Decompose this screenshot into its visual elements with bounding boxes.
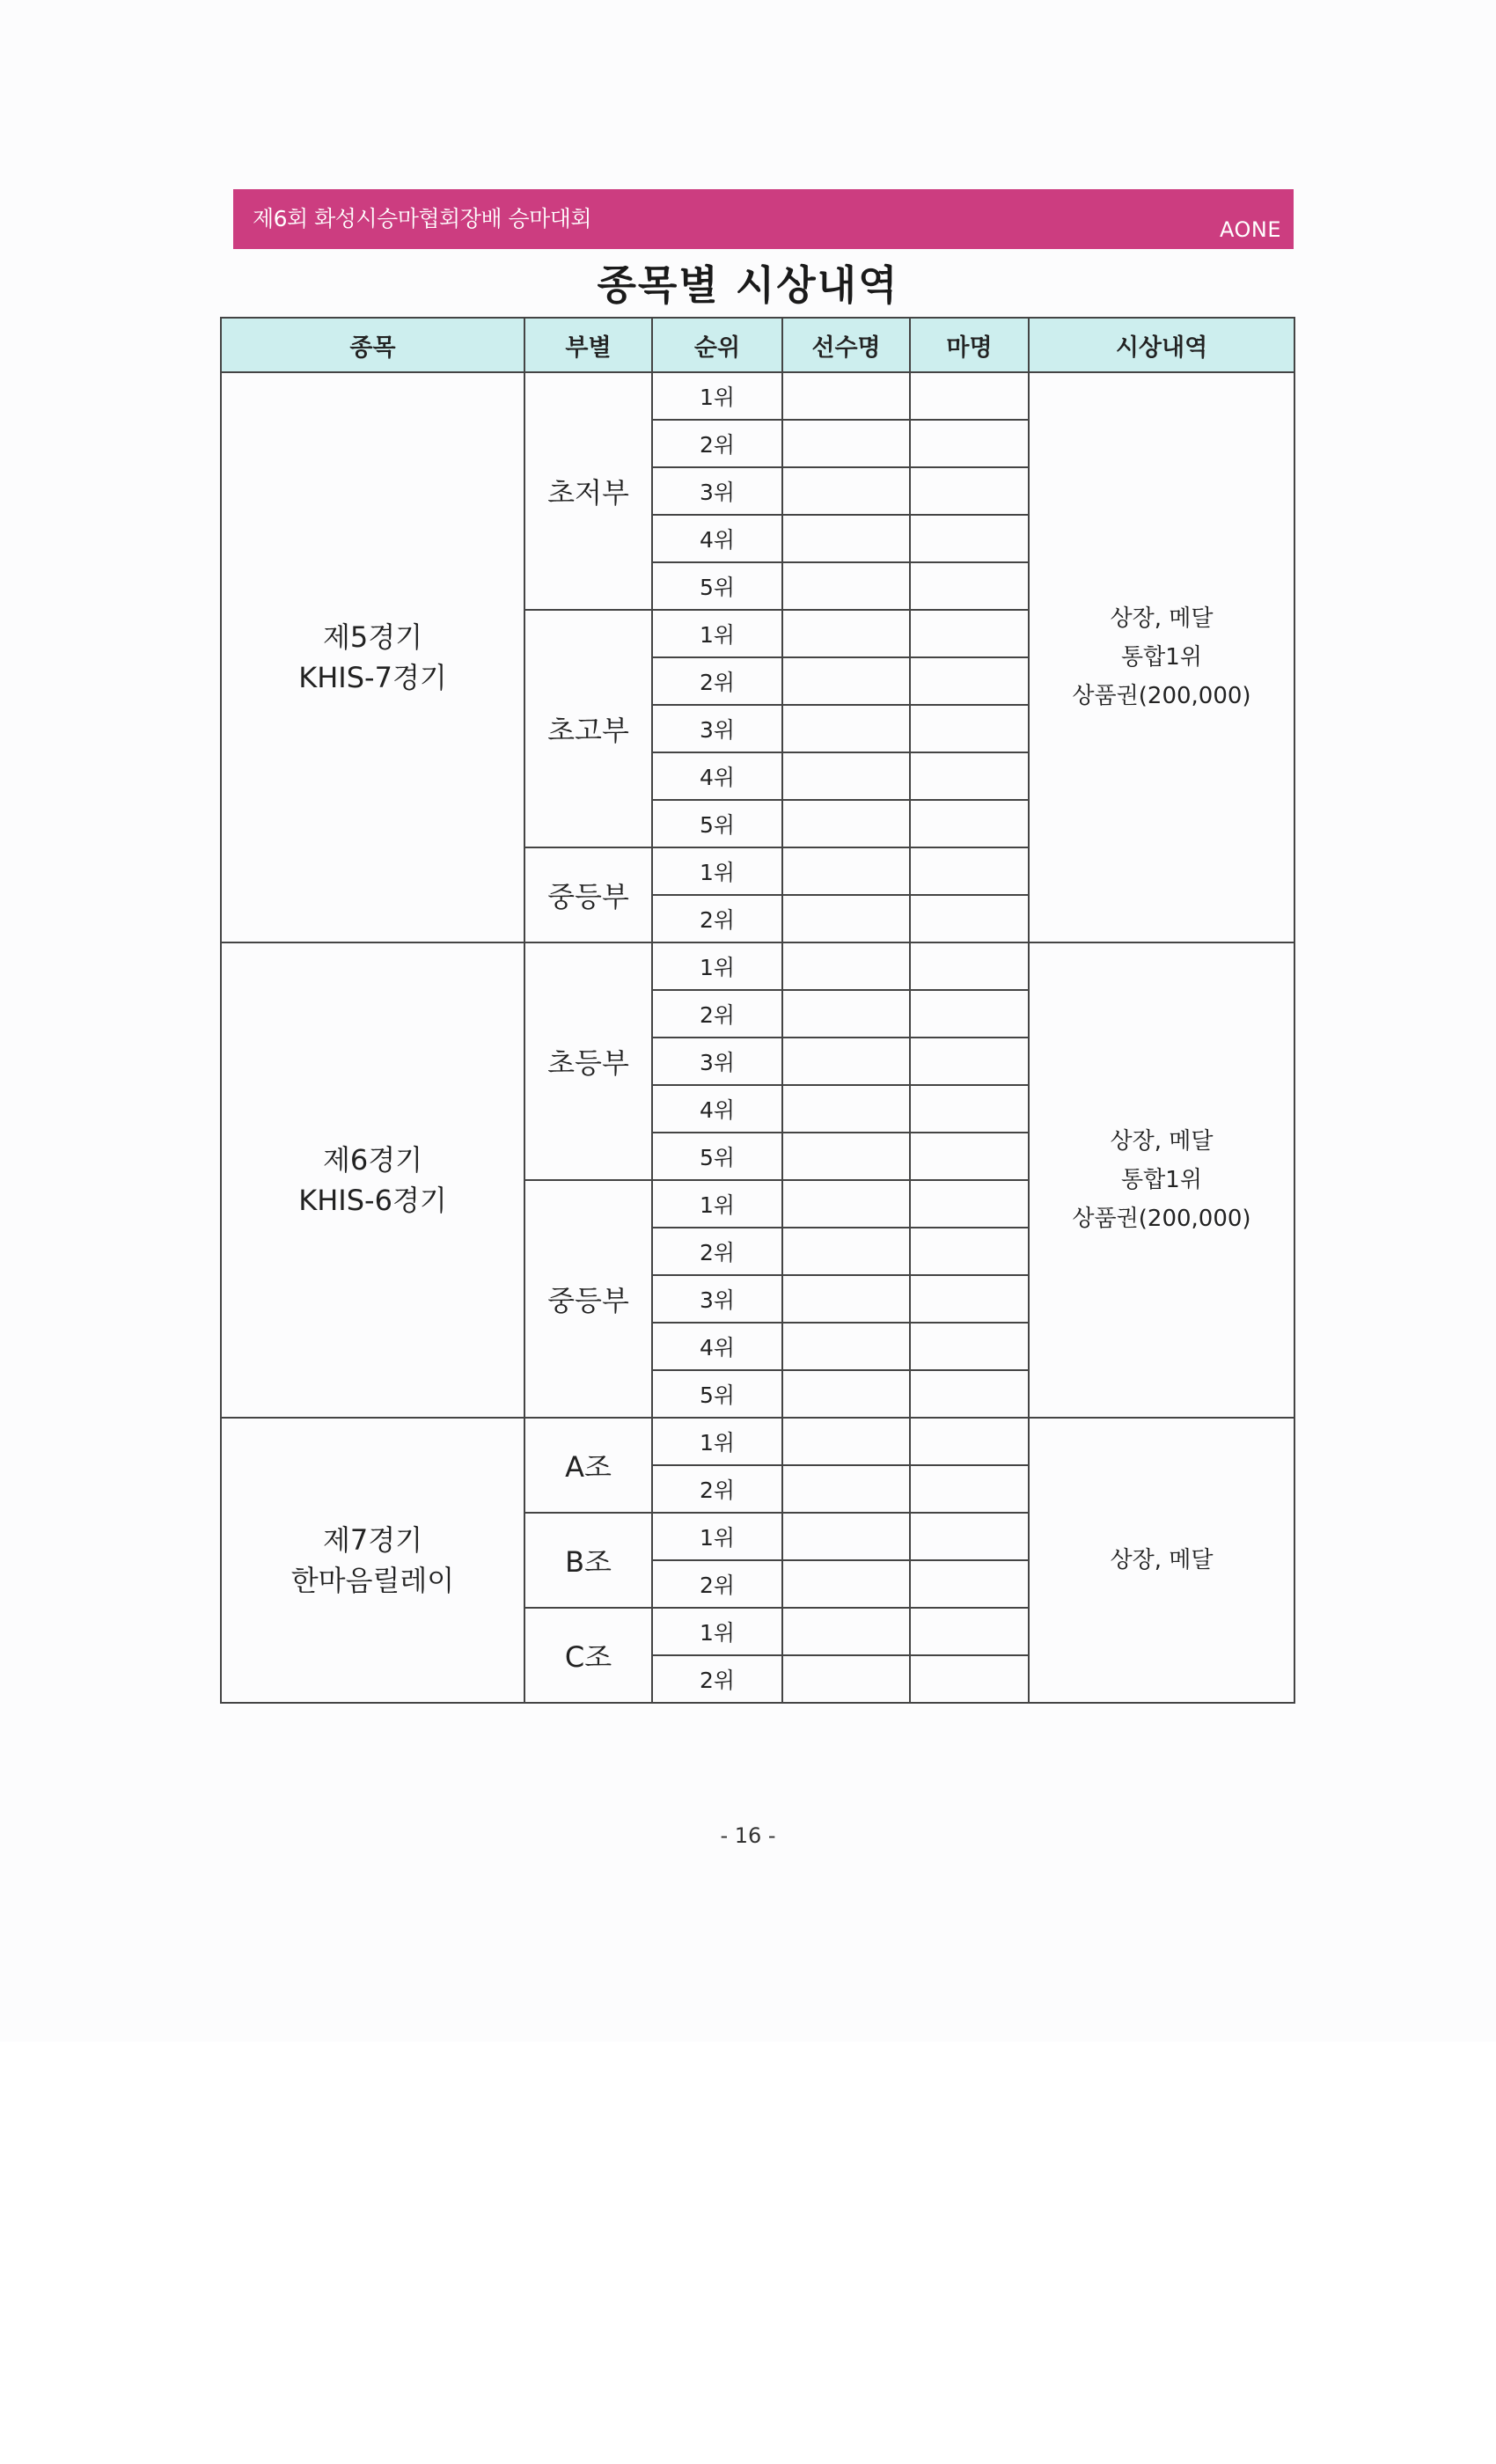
horse-name-cell: [910, 420, 1029, 467]
banner-title: 제6회 화성시승마협회장배 승마대회: [253, 206, 592, 231]
rank-cell: 3위: [652, 1038, 782, 1085]
header-player-name: 선수명: [782, 318, 910, 372]
horse-name-cell: [910, 1133, 1029, 1180]
player-name-cell: [782, 372, 910, 420]
horse-name-cell: [910, 1323, 1029, 1370]
event-name-line: 제7경기: [322, 1523, 423, 1557]
player-name-cell: [782, 752, 910, 800]
player-name-cell: [782, 515, 910, 562]
table-body: [221, 372, 1294, 1703]
horse-name-cell: [910, 657, 1029, 705]
rank-cell: 2위: [652, 990, 782, 1038]
award-line: 통합1위: [1121, 1167, 1202, 1193]
horse-name-cell: [910, 1085, 1029, 1133]
horse-name-cell: [910, 1560, 1029, 1608]
horse-name-cell: [910, 562, 1029, 610]
division-cell: 초저부: [524, 372, 652, 610]
rank-cell: 3위: [652, 705, 782, 752]
award-line: 상품권(200,000): [1072, 1206, 1251, 1232]
event-name-line: KHIS-7경기: [298, 661, 447, 694]
event-name-cell: [221, 1418, 524, 1703]
rank-cell: 1위: [652, 847, 782, 895]
award-table: [220, 317, 1295, 1704]
rank-cell: 5위: [652, 562, 782, 610]
header-banner: [233, 189, 1294, 249]
horse-name-cell: [910, 1370, 1029, 1418]
banner-brand: AONE: [1219, 217, 1281, 242]
horse-name-cell: [910, 752, 1029, 800]
rank-cell: 2위: [652, 420, 782, 467]
division-cell: 초고부: [524, 610, 652, 847]
player-name-cell: [782, 942, 910, 990]
horse-name-cell: [910, 705, 1029, 752]
award-line: 통합1위: [1121, 644, 1202, 671]
player-name-cell: [782, 1323, 910, 1370]
event-name-line: 제5경기: [322, 620, 423, 654]
player-name-cell: [782, 467, 910, 515]
rank-cell: 2위: [652, 1465, 782, 1513]
player-name-cell: [782, 420, 910, 467]
horse-name-cell: [910, 990, 1029, 1038]
player-name-cell: [782, 1275, 910, 1323]
rank-cell: 1위: [652, 1418, 782, 1465]
header-rank: 순위: [652, 318, 782, 372]
rank-cell: 2위: [652, 657, 782, 705]
award-line: 상장, 메달: [1110, 1128, 1214, 1155]
player-name-cell: [782, 895, 910, 942]
rank-cell: 1위: [652, 942, 782, 990]
table-header-row: [221, 318, 1294, 372]
page-title: 종목별 시상내역: [597, 261, 899, 309]
player-name-cell: [782, 1133, 910, 1180]
player-name-cell: [782, 1180, 910, 1228]
rank-cell: 4위: [652, 752, 782, 800]
player-name-cell: [782, 657, 910, 705]
event-name-cell: [221, 372, 524, 942]
rank-cell: 3위: [652, 467, 782, 515]
rank-cell: 5위: [652, 800, 782, 847]
rank-cell: 2위: [652, 1228, 782, 1275]
division-cell: 중등부: [524, 1180, 652, 1418]
horse-name-cell: [910, 800, 1029, 847]
horse-name-cell: [910, 1655, 1029, 1703]
horse-name-cell: [910, 847, 1029, 895]
player-name-cell: [782, 1085, 910, 1133]
player-name-cell: [782, 1418, 910, 1465]
horse-name-cell: [910, 1275, 1029, 1323]
player-name-cell: [782, 1560, 910, 1608]
horse-name-cell: [910, 1513, 1029, 1560]
player-name-cell: [782, 1608, 910, 1655]
player-name-cell: [782, 1370, 910, 1418]
award-cell: [1029, 942, 1294, 1418]
horse-name-cell: [910, 1608, 1029, 1655]
rank-cell: 3위: [652, 1275, 782, 1323]
rank-cell: 1위: [652, 610, 782, 657]
event-name-cell: [221, 942, 524, 1418]
award-line: 상품권(200,000): [1072, 683, 1251, 709]
award-line: 상장, 메달: [1110, 1547, 1214, 1573]
horse-name-cell: [910, 1228, 1029, 1275]
horse-name-cell: [910, 467, 1029, 515]
rank-cell: 4위: [652, 515, 782, 562]
horse-name-cell: [910, 1465, 1029, 1513]
table-row: [221, 372, 1294, 420]
player-name-cell: [782, 1513, 910, 1560]
event-name-line: KHIS-6경기: [298, 1184, 447, 1217]
rank-cell: 4위: [652, 1085, 782, 1133]
horse-name-cell: [910, 515, 1029, 562]
award-cell: [1029, 372, 1294, 942]
rank-cell: 2위: [652, 1655, 782, 1703]
division-cell: C조: [524, 1608, 652, 1703]
player-name-cell: [782, 1465, 910, 1513]
award-line: 상장, 메달: [1110, 605, 1214, 632]
division-cell: A조: [524, 1418, 652, 1513]
rank-cell: 5위: [652, 1133, 782, 1180]
header-horse-name: 마명: [910, 318, 1029, 372]
rank-cell: 1위: [652, 1513, 782, 1560]
player-name-cell: [782, 847, 910, 895]
player-name-cell: [782, 705, 910, 752]
horse-name-cell: [910, 895, 1029, 942]
horse-name-cell: [910, 1180, 1029, 1228]
rank-cell: 2위: [652, 895, 782, 942]
header-award: 시상내역: [1029, 318, 1294, 372]
horse-name-cell: [910, 1418, 1029, 1465]
horse-name-cell: [910, 610, 1029, 657]
table-row: [221, 942, 1294, 990]
division-cell: 중등부: [524, 847, 652, 942]
event-name-line: 제6경기: [322, 1143, 423, 1177]
horse-name-cell: [910, 942, 1029, 990]
horse-name-cell: [910, 372, 1029, 420]
rank-cell: 1위: [652, 372, 782, 420]
page-number: - 16 -: [720, 1823, 776, 1848]
award-cell: [1029, 1418, 1294, 1703]
player-name-cell: [782, 1655, 910, 1703]
rank-cell: 4위: [652, 1323, 782, 1370]
header-division: 부별: [524, 318, 652, 372]
player-name-cell: [782, 1038, 910, 1085]
player-name-cell: [782, 562, 910, 610]
player-name-cell: [782, 610, 910, 657]
rank-cell: 1위: [652, 1608, 782, 1655]
player-name-cell: [782, 1228, 910, 1275]
player-name-cell: [782, 800, 910, 847]
award-table-container: [220, 317, 1294, 1704]
rank-cell: 1위: [652, 1180, 782, 1228]
header-event: 종목: [221, 318, 524, 372]
player-name-cell: [782, 990, 910, 1038]
table-row: [221, 1418, 1294, 1465]
horse-name-cell: [910, 1038, 1029, 1085]
event-name-line: 한마음릴레이: [290, 1564, 455, 1597]
division-cell: B조: [524, 1513, 652, 1608]
rank-cell: 5위: [652, 1370, 782, 1418]
division-cell: 초등부: [524, 942, 652, 1180]
rank-cell: 2위: [652, 1560, 782, 1608]
